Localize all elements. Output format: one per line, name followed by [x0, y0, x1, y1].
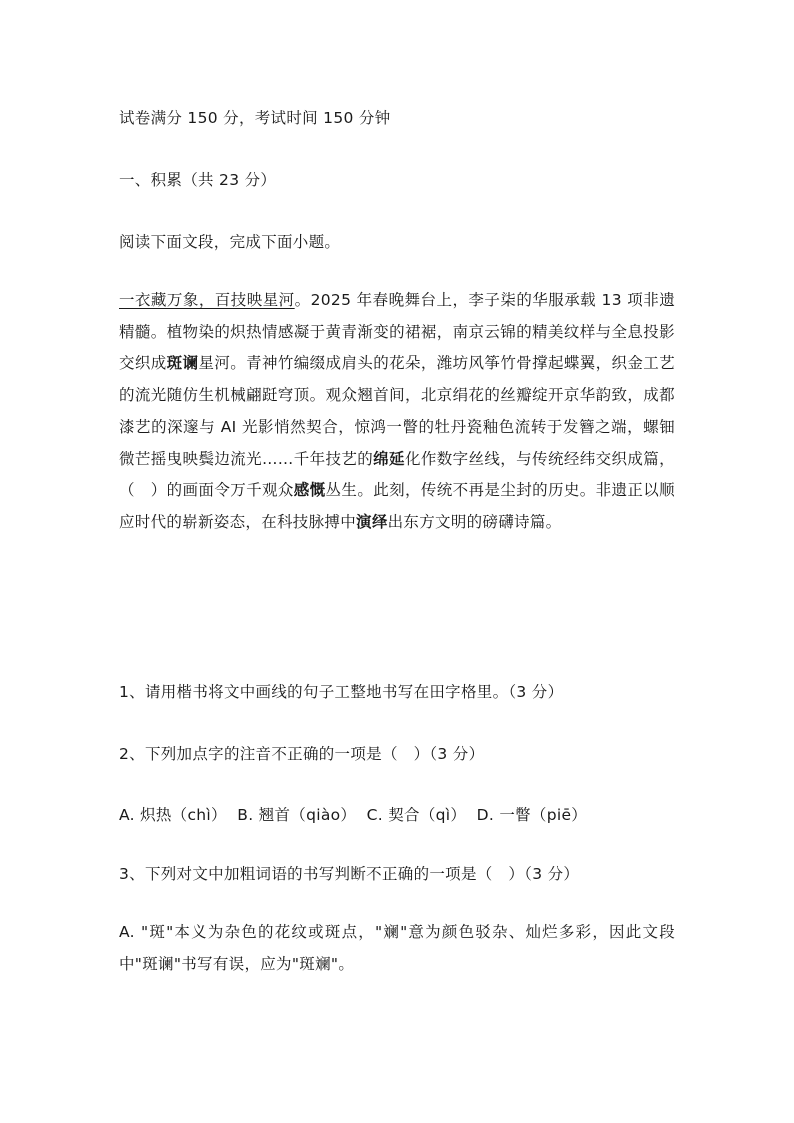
bold-word: 感慨 — [293, 481, 326, 500]
exam-header-note: 试卷满分 150 分，考试时间 150 分钟 — [119, 109, 391, 127]
passage-text: 出东方文明的磅礴诗篇。 — [387, 512, 562, 531]
passage-text: 丛生。此刻，传统不再是尘封的历史。非遗正以顺应时代的崭新姿态，在科技脉搏中 — [119, 481, 675, 531]
passage-text: 。2025 年春晚舞台上，李子柒的华服承载 13 项非遗精髓。植物染的炽热情感凝于黄青渐变的裙裾，南京云锦的精美纹样与全息投影交织成 — [119, 291, 675, 373]
question-3-option-a: A. "斑"本义为杂色的花纹或斑点，"斓"意为颜色驳杂、灿烂多彩，因此文段中"斑谰"书写有误，应为"斑斓"。 — [119, 923, 675, 973]
bold-word: 绵延 — [373, 449, 405, 468]
instruction: 阅读下面文段，完成下面小题。 — [119, 233, 341, 251]
question-3: 3、下列对文中加粗词语的书写判断不正确的一项是（ ）（3 分） — [119, 865, 580, 883]
underlined-sentence: 一衣藏万象，百技映星河 — [119, 291, 295, 309]
question-2: 2、下列加点字的注音不正确的一项是（ ）（3 分） — [119, 745, 485, 763]
bold-word: 演绎 — [356, 512, 388, 531]
reading-passage — [119, 285, 675, 539]
section-title: 一、积累（共 23 分） — [119, 171, 277, 189]
question-2-options: A. 炽热（chì） B. 翘首（qiào） C. 契合（qì） D. 一瞥（piē） — [119, 806, 588, 824]
question-1: 1、请用楷书将文中画线的句子工整地书写在田字格里。（3 分） — [119, 683, 564, 701]
passage-text: 化作数字丝线，与传统经纬交织成篇，（ ）的画面令万千观众 — [119, 449, 675, 500]
bold-word: 斑谰 — [166, 354, 199, 373]
passage-text: 星河。青神竹编缀成肩头的花朵，潍坊风筝竹骨撑起蝶翼，织金工艺的流光随仿生机械翩跹穹顶。观众翘首间，北京绢花的丝瓣绽开京华韵致，成都漆艺的深邃与 AI 光影悄然契合，惊鸿一瞥的牡丹瓷釉色流转于发簪之端，螺钿微芒摇曳映鬓边流光……千年技艺的 — [119, 354, 675, 468]
